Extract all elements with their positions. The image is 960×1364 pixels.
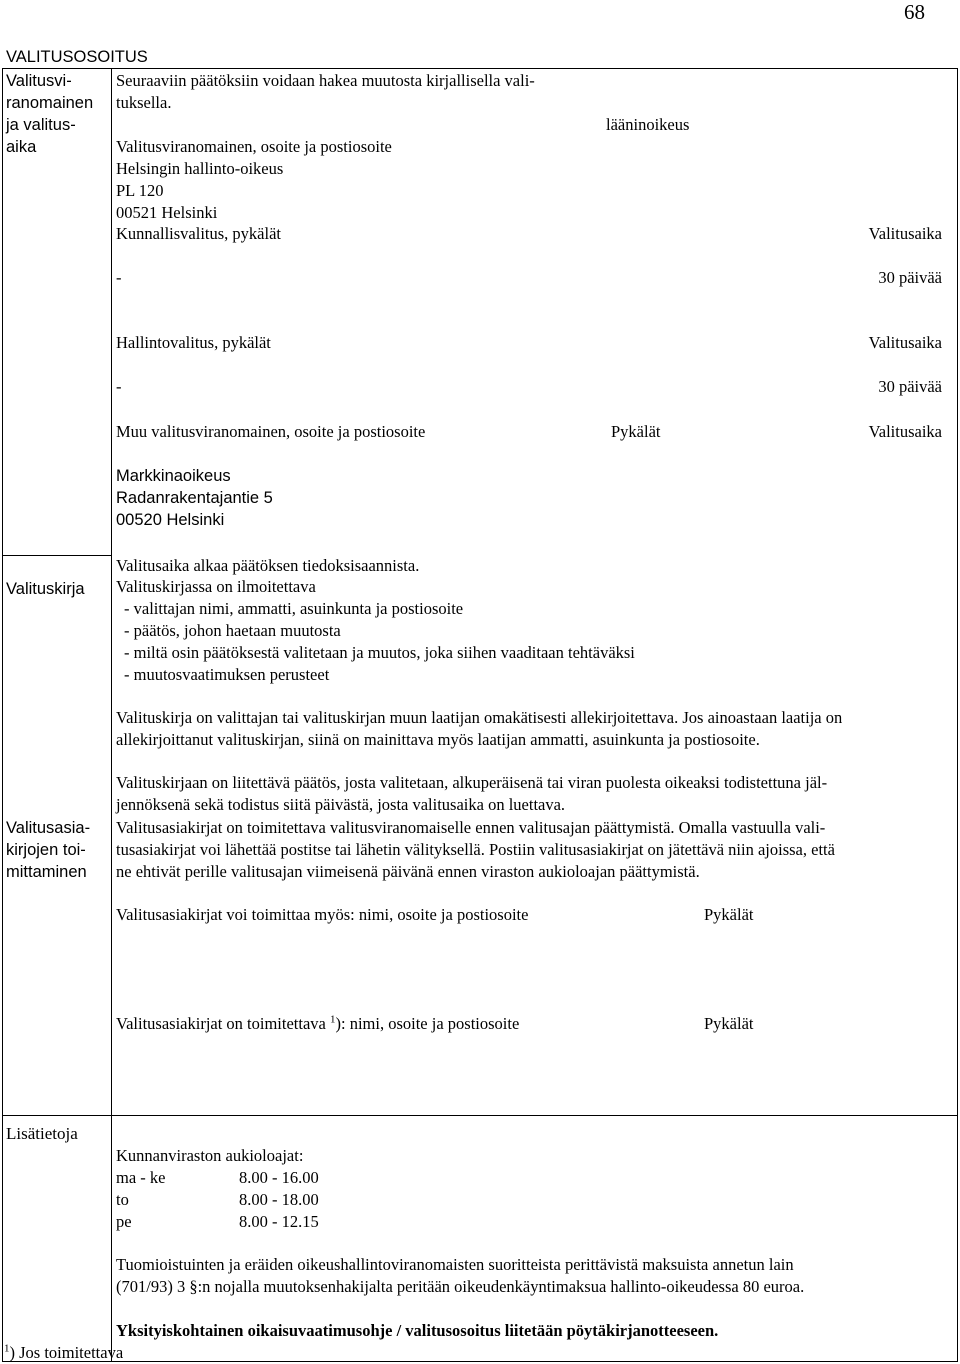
frame-bottom-line <box>2 1361 958 1362</box>
municipal-time-label: Valitusaika <box>868 224 942 243</box>
footnote-text: ) Jos toimitettava <box>9 1343 124 1362</box>
address-line-2: PL 120 <box>116 181 164 200</box>
hours-day-2: to <box>116 1190 129 1209</box>
municipal-time: 30 päivää <box>878 268 942 287</box>
other-address-line-2: Radanrakentajantie 5 <box>116 489 273 507</box>
admin-sections: - <box>116 377 122 396</box>
other-authority-heading: Muu valitusviranomainen, osoite ja postiosoite <box>116 422 426 441</box>
office-hours-heading: Kunnanviraston aukioloajat: <box>116 1146 304 1165</box>
hours-time-1: 8.00 - 16.00 <box>239 1168 319 1187</box>
document-title: VALITUSOSOITUS <box>6 48 148 66</box>
mandatory-delivery-footnote-mark: 1 <box>330 1013 336 1026</box>
time-start-note: Valitusaika alkaa päätöksen tiedoksisaannista. <box>116 556 420 575</box>
municipal-sections: - <box>116 268 122 287</box>
appeal-authority-label-3: ja valitus- <box>6 116 76 134</box>
appeal-authority-label-1: Valitusvi- <box>6 72 72 90</box>
other-time-label: Valitusaika <box>868 422 942 441</box>
mandatory-delivery-label-a: Valitusasiakirjat on toimitettava <box>116 1014 330 1033</box>
delivery-label-2: kirjojen toi- <box>6 841 86 859</box>
appeal-letter-item-3: - miltä osin päätöksestä valitetaan ja muutos, joka siihen vaaditaan tehtäväksi <box>124 643 635 662</box>
other-sections-label: Pykälät <box>611 422 661 441</box>
fee-note-line-1: Tuomioistuinten ja eräiden oikeushallintoviranomaisten suoritteista perittävistä maksuista annetun lain <box>116 1255 794 1274</box>
frame-right-line <box>957 68 958 1362</box>
attachment-note: Yksityiskohtainen oikaisuvaatimusohje / valitusosoitus liitetään pöytäkirjanotteeseen. <box>116 1321 719 1340</box>
delivery-para-line-2: tusasiakirjat voi lähettää postitse tai lähetin välityksellä. Postiin valitusasiakirjat on jätettävä niin ajoissa, että <box>116 840 835 859</box>
delivery-label-3: mittaminen <box>6 863 87 881</box>
municipal-appeal-label: Kunnallisvalitus, pykälät <box>116 224 281 243</box>
intro-line-1: Seuraaviin päätöksiin voidaan hakea muutosta kirjallisella vali- <box>116 71 535 90</box>
footnote <box>4 1342 123 1364</box>
intro-line-2: tuksella. <box>116 93 172 112</box>
footnote-mark: 1 <box>4 1342 10 1355</box>
admin-appeal-label: Hallintovalitus, pykälät <box>116 333 271 352</box>
court-type: lääninoikeus <box>606 115 690 134</box>
alternative-delivery-label: Valitusasiakirjat voi toimittaa myös: nimi, osoite ja postiosoite <box>116 905 529 924</box>
hours-day-1: ma - ke <box>116 1168 166 1187</box>
frame-top-line <box>2 68 958 69</box>
other-address-line-3: 00520 Helsinki <box>116 511 225 529</box>
mandatory-delivery-label <box>116 1013 519 1035</box>
appeal-authority-label-2: ranomainen <box>6 94 94 112</box>
frame-left-line <box>2 68 3 1362</box>
section-divider-info <box>2 1115 958 1116</box>
other-address-line-1: Markkinaoikeus <box>116 467 231 485</box>
appeal-letter-intro: Valituskirjassa on ilmoitettava <box>116 577 316 596</box>
column-divider <box>111 68 112 1362</box>
hours-time-3: 8.00 - 12.15 <box>239 1212 319 1231</box>
mandatory-delivery-sections: Pykälät <box>704 1014 754 1033</box>
appeal-authority-label-4: aika <box>6 138 37 156</box>
appeal-letter-item-4: - muutosvaatimuksen perusteet <box>124 665 330 684</box>
attachment-requirement-line-1: Valituskirjaan on liitettävä päätös, josta valitetaan, alkuperäisenä tai viran puolesta oikeaksi todistettuna jäl- <box>116 773 828 792</box>
hours-time-2: 8.00 - 18.00 <box>239 1190 319 1209</box>
hours-day-3: pe <box>116 1212 132 1231</box>
delivery-label-1: Valitusasia- <box>6 819 91 837</box>
signature-requirement-line-1: Valituskirja on valittajan tai valituskirjan muun laatijan omakätisesti allekirjoitettava. Jos ainoastaan laatija on <box>116 708 843 727</box>
signature-requirement-line-2: allekirjoittanut valituskirjan, siinä on mainittava myös laatijan ammatti, asuinkunta ja postiosoite. <box>116 730 760 749</box>
page-number: 68 <box>904 0 925 24</box>
address-line-1: Helsingin hallinto-oikeus <box>116 159 284 178</box>
attachment-requirement-line-2: jennöksenä sekä todistus siitä päivästä, josta valitusaika on luettava. <box>116 795 566 814</box>
admin-time-label: Valitusaika <box>868 333 942 352</box>
alternative-delivery-sections: Pykälät <box>704 905 754 924</box>
appeal-letter-label: Valituskirja <box>6 580 85 598</box>
address-line-3: 00521 Helsinki <box>116 203 218 222</box>
delivery-para-line-1: Valitusasiakirjat on toimitettava valitusviranomaiselle ennen valitusajan päättymistä. Omalla vastuulla vali- <box>116 818 826 837</box>
mandatory-delivery-label-b: ): nimi, osoite ja postiosoite <box>335 1014 520 1033</box>
admin-time: 30 päivää <box>878 377 942 396</box>
label-divider-1 <box>2 555 112 556</box>
more-info-label: Lisätietoja <box>6 1124 78 1143</box>
fee-note-line-2: (701/93) 3 §:n nojalla muutoksenhakijalta peritään oikeudenkäyntimaksua hallinto-oikeudessa 80 euroa. <box>116 1277 805 1296</box>
appeal-letter-item-2: - päätös, johon haetaan muutosta <box>124 621 341 640</box>
address-heading: Valitusviranomainen, osoite ja postiosoite <box>116 137 392 156</box>
appeal-letter-item-1: - valittajan nimi, ammatti, asuinkunta ja postiosoite <box>124 599 464 618</box>
delivery-para-line-3: ne ehtivät perille valitusajan viimeisenä päivänä ennen viraston aukioloajan päättymistä. <box>116 862 700 881</box>
